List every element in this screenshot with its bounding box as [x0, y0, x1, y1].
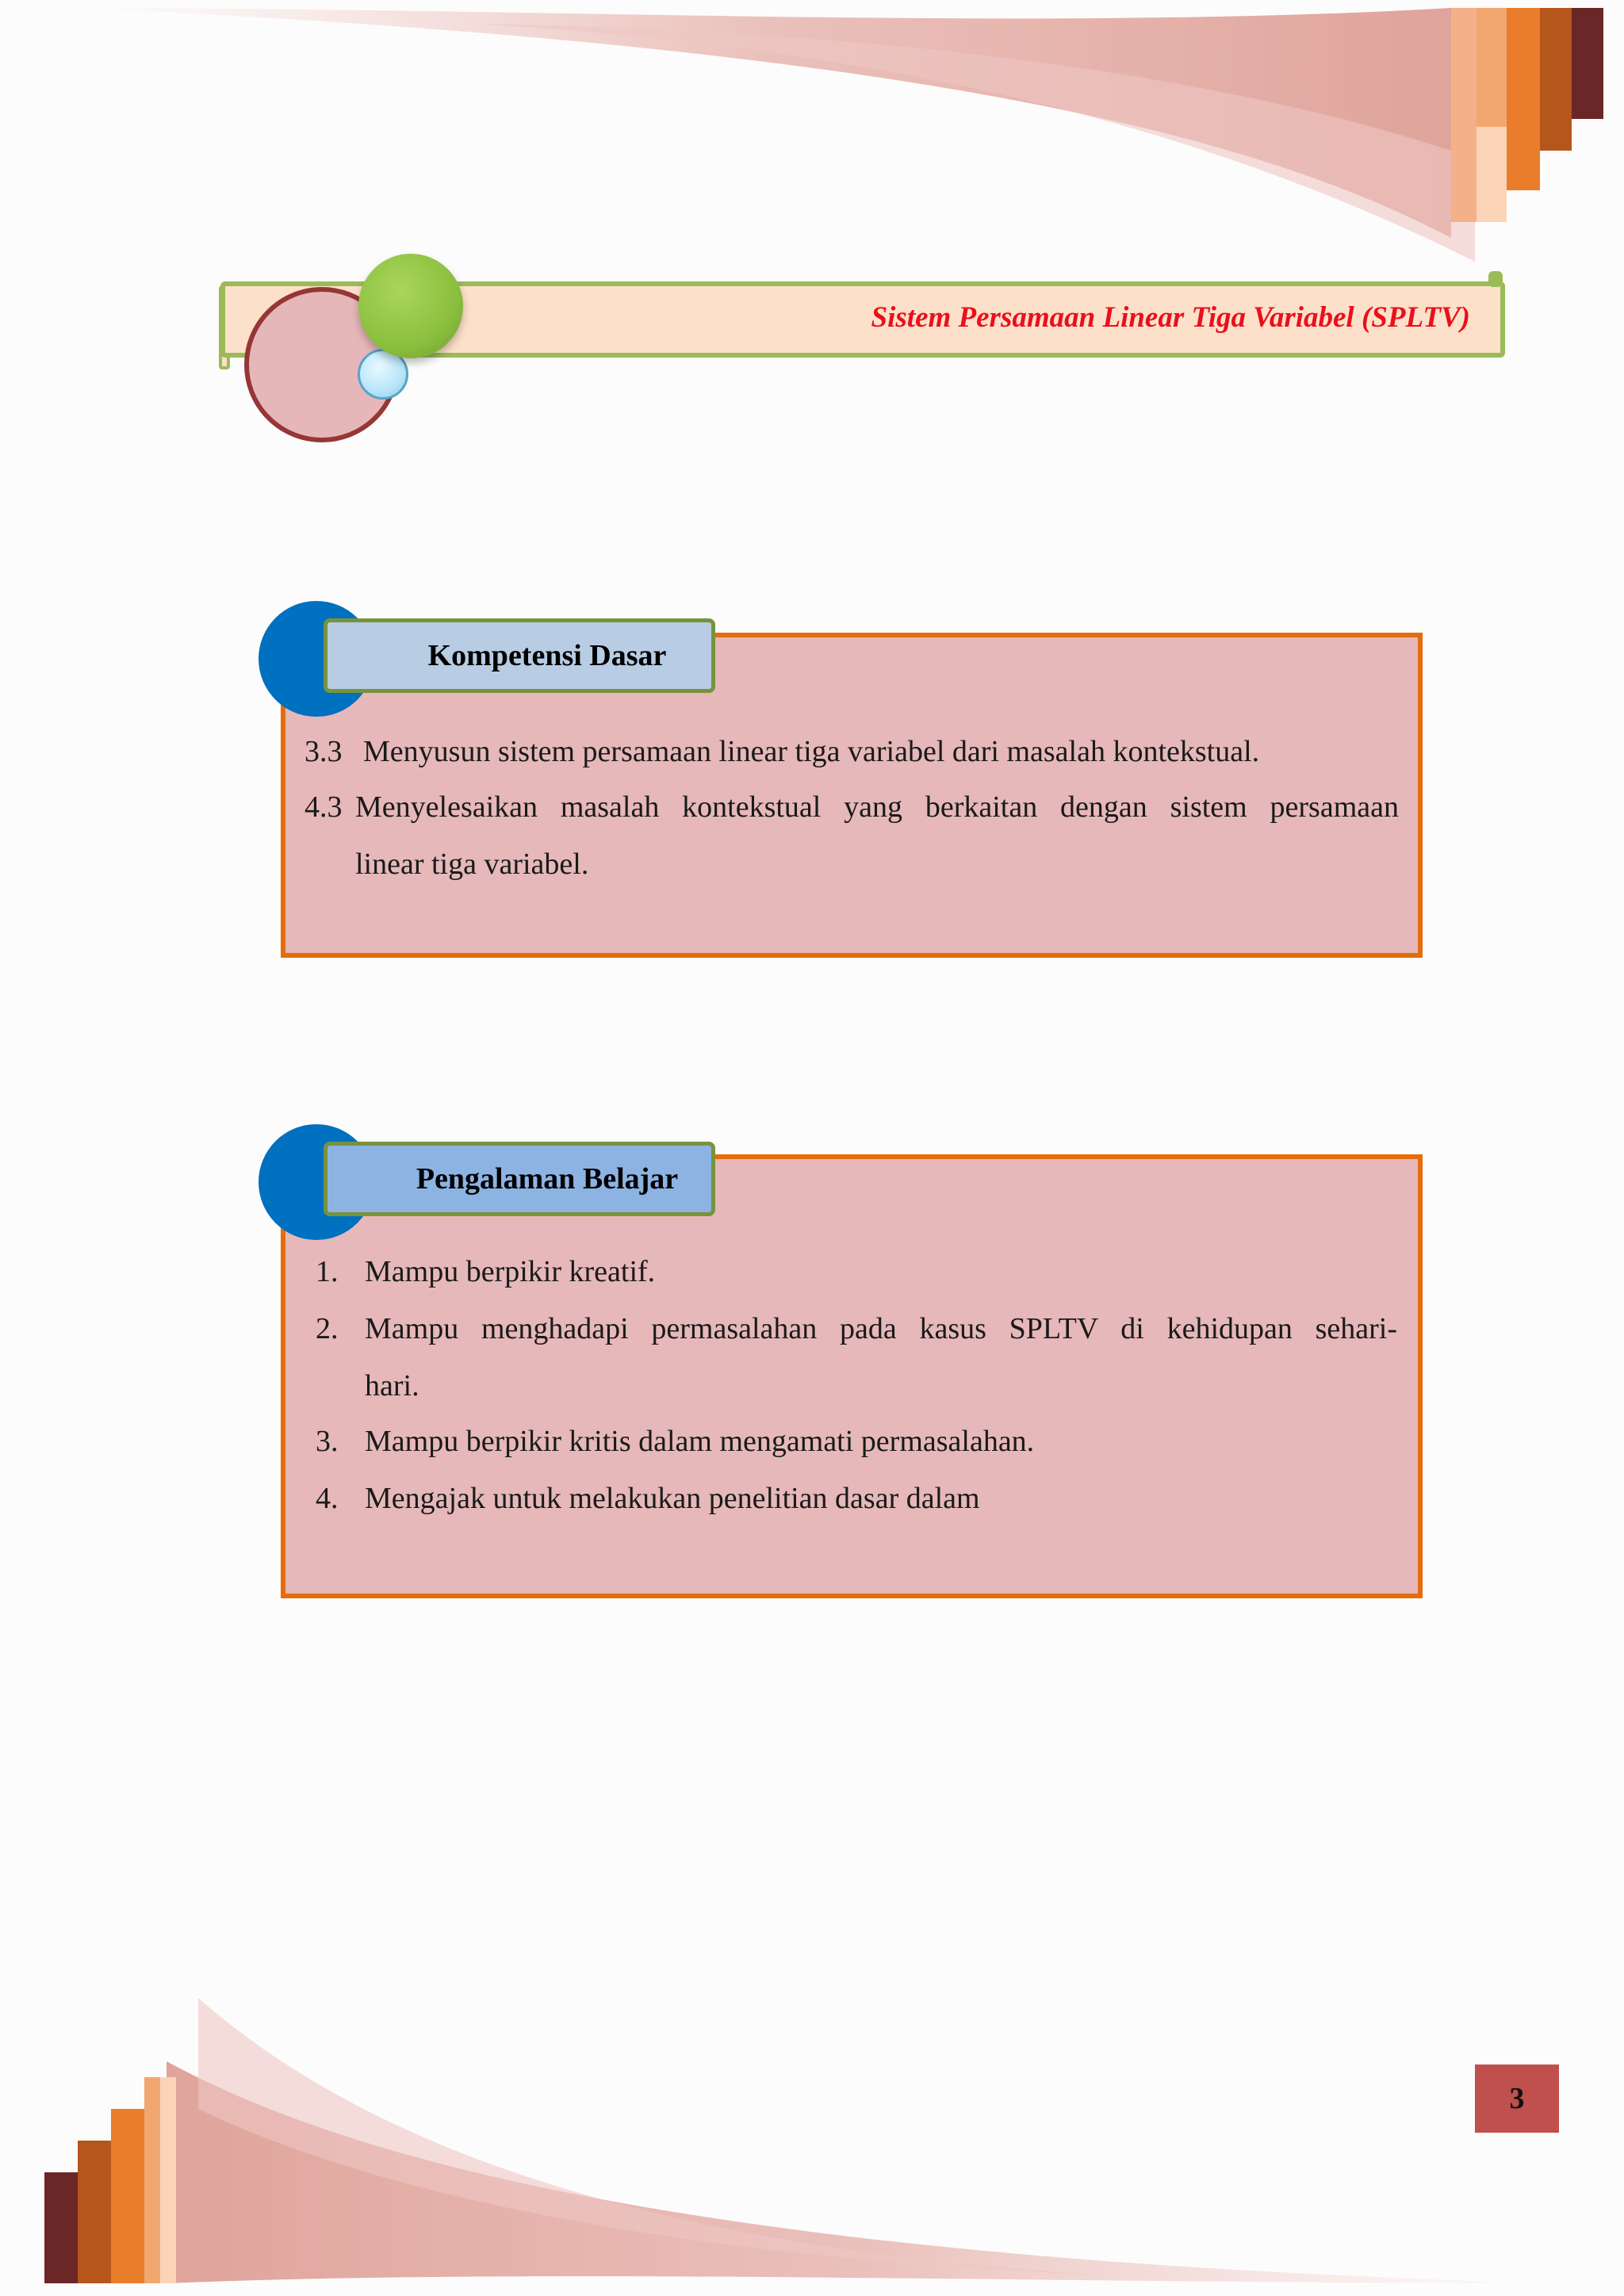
item-number: 3.: [316, 1425, 339, 1458]
item-text: Menyelesaikan masalah kontekstual yang berkaitan dengan sistem persamaan: [355, 790, 1399, 824]
item-text-continued: linear tiga variabel.: [355, 848, 589, 881]
top-right-swoosh: [79, 8, 1603, 262]
page-number: 3: [1509, 2082, 1525, 2115]
kompetensi-dasar-label: Kompetensi Dasar: [324, 618, 715, 693]
page-title: Sistem Persamaan Linear Tiga Variabel (SPLTV): [871, 301, 1470, 334]
item-text: Menyusun sistem persamaan linear tiga variabel dari masalah kontekstual.: [363, 735, 1260, 768]
item-number: 1.: [316, 1255, 339, 1288]
item-text-continued: hari.: [365, 1369, 419, 1402]
pengalaman-belajar-label: Pengalaman Belajar: [324, 1142, 715, 1216]
green-circle-ornament: [358, 254, 463, 358]
item-text: Mengajak untuk melakukan penelitian dasar dalam: [365, 1482, 980, 1515]
item-text: Mampu berpikir kreatif.: [365, 1255, 656, 1288]
item-number: 4.: [316, 1482, 339, 1515]
bottom-left-swoosh: [44, 1998, 1554, 2283]
item-number: 2.: [316, 1312, 339, 1345]
page-number-badge: [1475, 2064, 1559, 2133]
item-text: Mampu berpikir kritis dalam mengamati permasalahan.: [365, 1425, 1035, 1458]
item-text: Mampu menghadapi permasalahan pada kasus SPLTV di kehidupan sehari-: [365, 1312, 1397, 1345]
item-number: 3.3: [304, 735, 343, 768]
banner-scroll-curl: [1488, 271, 1503, 287]
item-number: 4.3: [304, 790, 343, 824]
